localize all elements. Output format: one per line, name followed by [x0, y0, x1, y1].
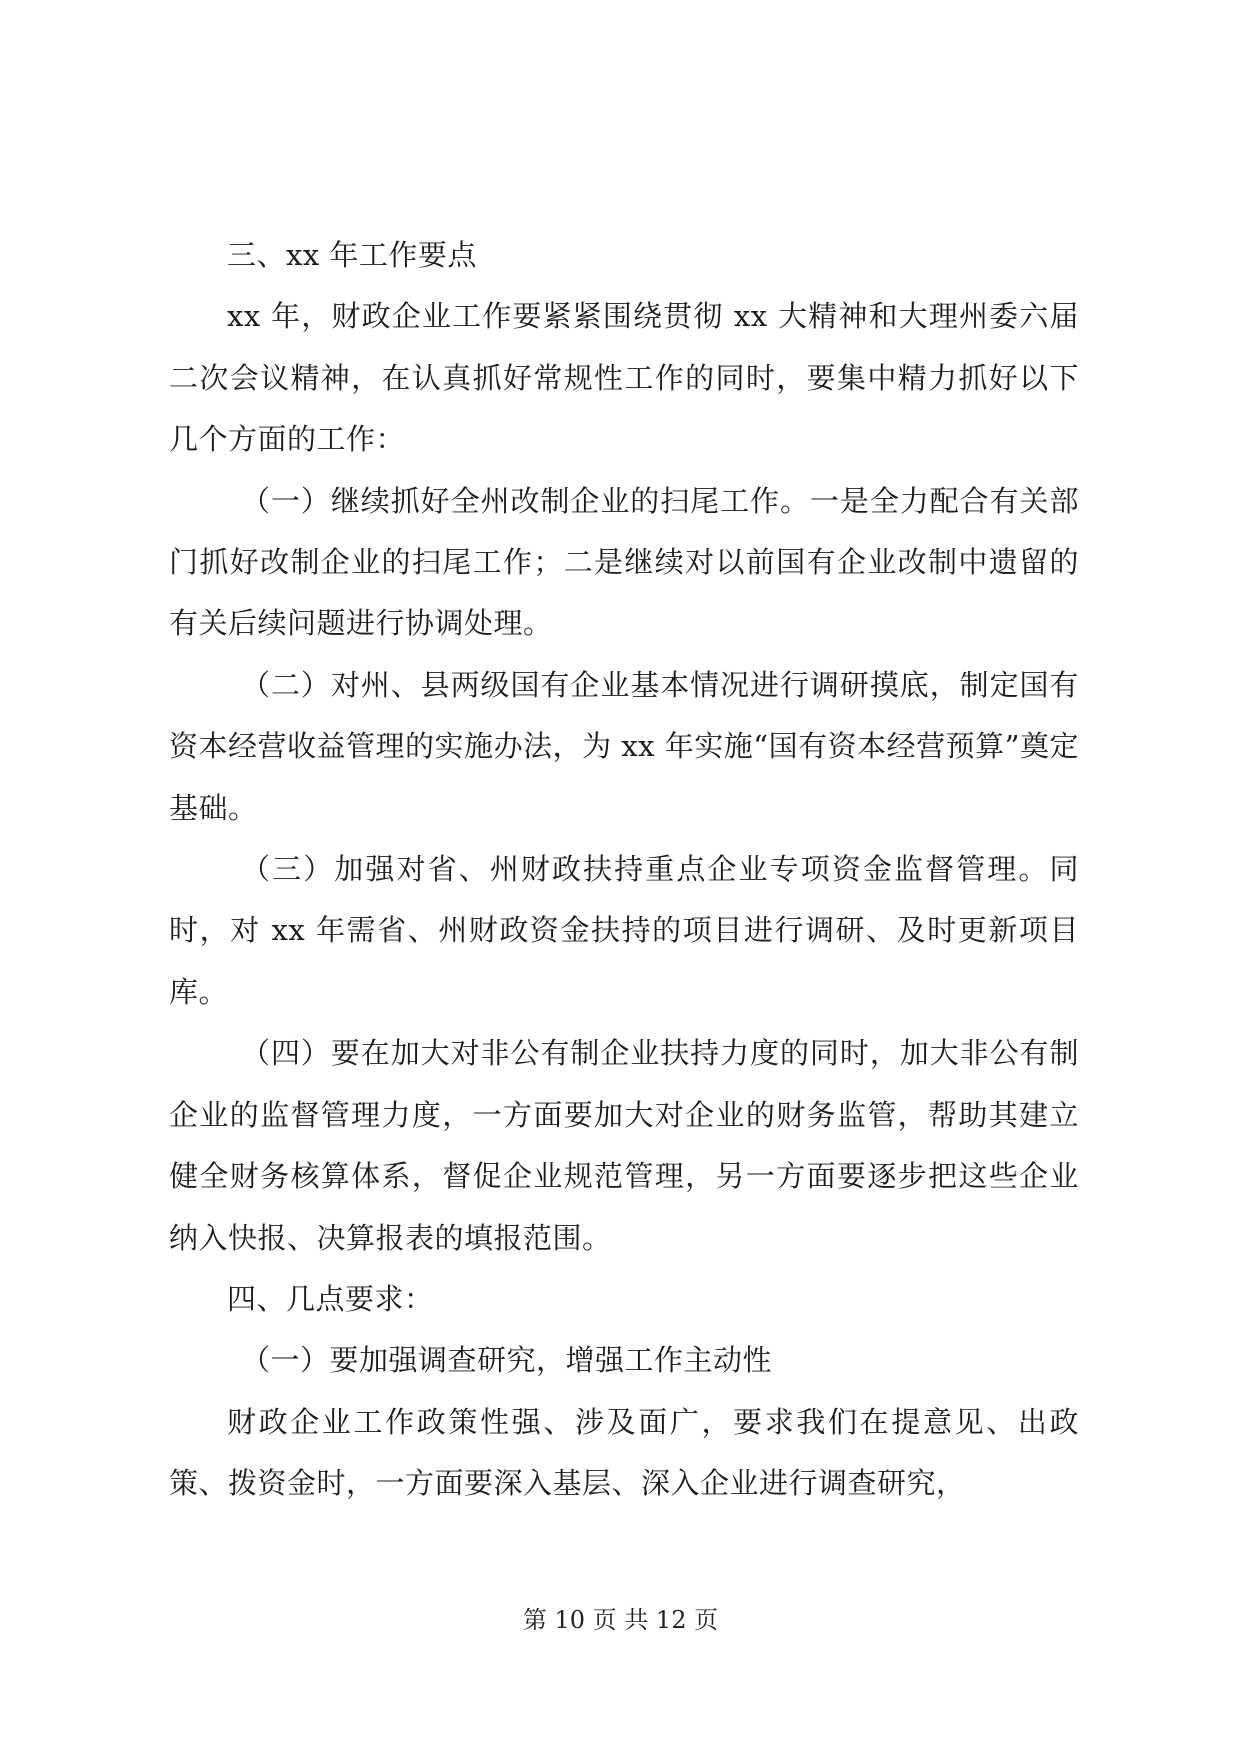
paragraph-item-4: （四）要在加大对非公有制企业扶持力度的同时，加大非公有制企业的监督管理力度，一方面要加大对企业的财务监管，帮助其建立健全财务核算体系，督促企业规范管理，另一方面要逐步把这些企业纳入快报、决算报表的填报范围。 — [169, 1036, 1079, 1255]
subheading-requirement-1: （一）要加强调查研究，增强工作主动性 — [241, 1343, 773, 1378]
paragraph-requirement-1-body: 财政企业工作政策性强、涉及面广，要求我们在提意见、出政策、拨资金时，一方面要深入基层、深入企业进行调查研究， — [169, 1404, 1079, 1501]
document-body — [169, 225, 1079, 1515]
paragraph-item-3: （三）加强对省、州财政扶持重点企业专项资金监督管理。同时，对 xx 年需省、州财政资金扶持的项目进行调研、及时更新项目库。 — [169, 852, 1079, 1009]
paragraph-item-2: （二）对州、县两级国有企业基本情况进行调研摸底，制定国有资本经营收益管理的实施办法，为 xx 年实施“国有资本经营预算”奠定基础。 — [169, 667, 1079, 825]
section-heading-four: 四、几点要求： — [227, 1281, 434, 1316]
page-footer: 第 10 页 共 12 页 — [522, 1606, 719, 1634]
section-heading-three: 三、xx 年工作要点 — [227, 238, 477, 272]
paragraph-intro: xx 年，财政企业工作要紧紧围绕贯彻 xx 大精神和大理州委六届二次会议精神，在认真抓好常规性工作的同时，要集中精力抓好以下几个方面的工作： — [169, 299, 1079, 457]
paragraph-item-1: （一）继续抓好全州改制企业的扫尾工作。一是全力配合有关部门抓好改制企业的扫尾工作；二是继续对以前国有企业改制中遗留的有关后续问题进行协调处理。 — [169, 483, 1079, 641]
